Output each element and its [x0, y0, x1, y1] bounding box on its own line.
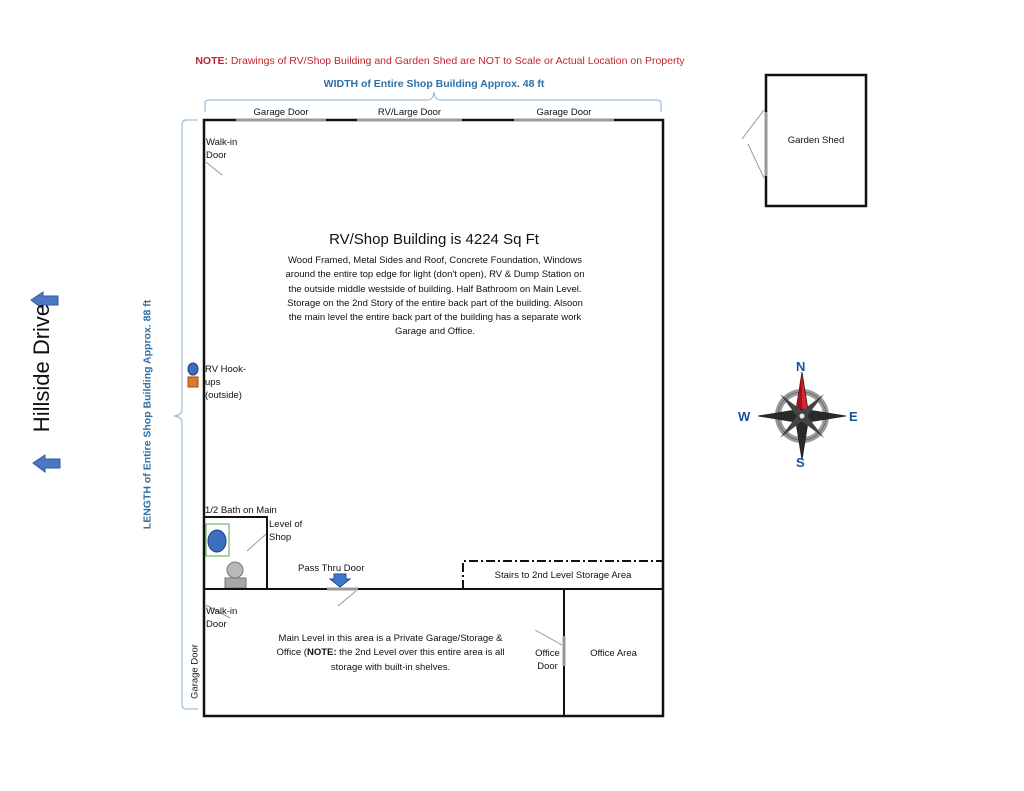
office-area-label: Office Area: [590, 648, 637, 659]
walk-in-door-label-top: Walk-in Door: [206, 137, 238, 161]
garden-shed-label: Garden Shed: [787, 135, 845, 146]
compass-north-label: N: [796, 359, 806, 374]
disclaimer-note: [0, 55, 880, 68]
office-door-swing: [535, 630, 562, 645]
garden-shed-door-swing-bottom: [748, 144, 764, 178]
compass-rose-icon: [758, 372, 846, 460]
compass-south-label: S: [796, 455, 805, 470]
lower-desc-prefix: Main Level in this area is a Private Garage/Storage & Office (: [276, 633, 503, 659]
length-bracket: [174, 120, 198, 709]
note-text: Drawings of RV/Shop Building and Garden Shed are NOT to Scale or Actual Location on Property: [228, 55, 685, 67]
pass-thru-door-arrow-icon: [330, 574, 350, 587]
pass-thru-door-label: Pass Thru Door: [298, 563, 365, 574]
garage-door-left-label: Garage Door: [253, 107, 309, 118]
toilet-tank-icon: [225, 578, 246, 588]
rv-hookup-power-icon: [188, 377, 198, 387]
walk-in-door-label-bottom: Walk-in Door: [206, 606, 238, 630]
pass-thru-door-swing: [338, 591, 356, 606]
building-title: RV/Shop Building is 4224 Sq Ft: [329, 231, 539, 248]
garage-door-side-label: Garage Door: [189, 644, 201, 699]
road-name: Hillside Drive: [29, 303, 54, 433]
lower-area-description: [268, 632, 513, 675]
office-door-label: Office Door: [535, 648, 560, 672]
compass-west-label: W: [738, 409, 751, 424]
building-description: Wood Framed, Metal Sides and Roof, Concrete Foundation, Windows around the entire top edge for light (don't open), RV & Dump Station on the outside middle westside of building. Half Bathroom on Main Level. Storage on the 2nd Story of the entire back part of the building. Alsoon the main level the entire back part of the building has a separate work Garage and Office.: [285, 255, 585, 338]
compass-east-label: E: [849, 409, 858, 424]
road-arrow-bottom-icon: [33, 455, 60, 472]
rv-hookup-water-icon: [188, 363, 198, 375]
bath-door-swing: [247, 534, 266, 551]
walk-in-door-swing-top: [206, 162, 222, 175]
length-label: LENGTH of Entire Shop Building Approx. 88 ft: [141, 299, 154, 530]
rv-large-door-label: RV/Large Door: [377, 107, 442, 118]
toilet-bowl-icon: [227, 562, 243, 578]
garden-shed-door-swing-top: [742, 110, 764, 139]
half-bath-label: 1/2 Bath on Main: [205, 505, 277, 516]
level-of-shop-label: Level of Shop: [269, 519, 303, 543]
lower-desc-note: NOTE:: [306, 647, 337, 659]
shop-building-outline: [204, 120, 663, 716]
garage-door-right-label: Garage Door: [536, 107, 592, 118]
sink-icon: [208, 530, 226, 552]
note-prefix: NOTE:: [195, 55, 229, 67]
lower-desc-suffix: the 2nd Level over this entire area is all storage with built-in shelves.: [330, 647, 505, 673]
rv-hookups-label: RV Hook-ups (outside): [205, 364, 247, 401]
stairs-label: Stairs to 2nd Level Storage Area: [494, 570, 632, 581]
width-label: WIDTH of Entire Shop Building Approx. 48 ft: [323, 78, 545, 90]
